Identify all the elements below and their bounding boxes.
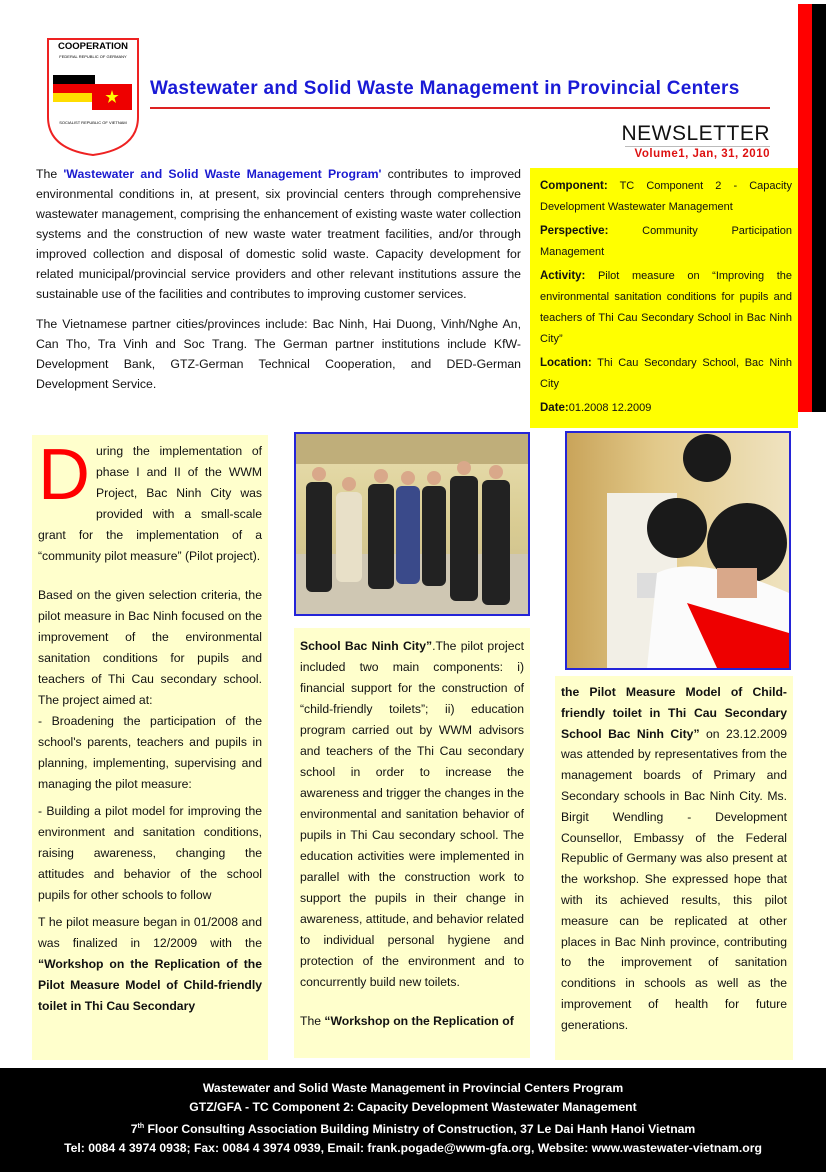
fact-value: TC Component 2 - Capacity Development Wastewater Management: [540, 180, 792, 213]
newsletter-divider: [625, 146, 770, 147]
fact-label: Activity:: [540, 270, 586, 282]
fact-value: Thi Cau Secondary School, Bac Ninh City: [540, 357, 792, 390]
paragraph: [561, 682, 787, 1036]
footer-contact-line: Tel: 0084 4 3974 0938; Fax: 0084 4 3974 0939, Email: frank.pogade@wwm-gfa.org, Website: www.wastewater-vietnam.org: [64, 1141, 762, 1156]
cooperation-logo: [46, 37, 140, 157]
intro-paragraph-1: [36, 164, 521, 304]
paragraph: [38, 912, 262, 1017]
paragraph: [38, 435, 262, 567]
fact-value: 01.2008 12.2009: [568, 402, 652, 414]
footer-component: GTZ/GFA - TC Component 2: Capacity Development Wastewater Management: [189, 1100, 637, 1114]
footer-address: [0, 1117, 826, 1139]
bullet: - Broadening the participation of the school's parents, teachers and pupils in planning, implementing, supervising and managing the pilot measure:: [38, 714, 262, 791]
intro-text: [36, 164, 521, 404]
text: on 23.12.2009 was attended by representatives from the management boards of Primary and Secondary schools in Bac Ninh City. Ms. Birgit Wendling - Development Counsellor, Embassy of the Federal Republic of Germany was also present at the workshop. She expressed hope that with its achieved results, this pilot measure can be replicated at other places in Bac Ninh province, contributing to the improvement of sanitation conditions in schools as well as the improvement of health for future generations.: [561, 726, 788, 1032]
text: .The pilot project included two main components: i) financial support for the construction of “child-friendly toilets”; ii) education program carried out by WWM advisors and teachers of the Thi Cau secondary school in order to increase the awareness and trigger the changes in the environmental and sanitation behavior of pupils in Thi Cau secondary school. The education activities were implemented in parallel with the construction work to support the pupils in their change in awareness, attitude, and behavior related to individual personal hygiene and protection of the environment and to concurrently build new toilets.: [300, 639, 524, 989]
svg-text:FEDERAL REPUBLIC OF GERMANY: FEDERAL REPUBLIC OF GERMANY: [59, 54, 127, 59]
paragraph: [300, 1011, 524, 1032]
footer-contact: [0, 1068, 826, 1172]
fact-perspective: [540, 221, 792, 263]
text: Floor Consulting Association Building Ministry of Construction, 37 Le Dai Hanh Hanoi Vietnam: [144, 1122, 696, 1137]
workshop-title: “Workshop on the Replication of the Pilot Measure Model of Child-friendly toilet in Thi Cau Secondary: [38, 957, 262, 1013]
bullet: - Building a pilot model for improving the environment and sanitation conditions, raising awareness, changing the attitudes and behavior of the school pupils for other schools to follow: [38, 804, 262, 902]
article-column-1: [32, 435, 268, 1060]
drop-cap: D: [38, 435, 90, 515]
intro-paragraph-2: The Vietnamese partner cities/provinces include: Bac Ninh, Hai Duong, Vinh/Nghe An, Can Tho, Tra Vinh and Soc Trang. The German partner institutions include KfW-Development Bank, GTZ-German Technical Cooperation, and DED-German Development Service.: [36, 317, 521, 391]
fact-date: [540, 398, 792, 419]
text: th: [137, 1123, 145, 1130]
text: T he pilot measure began in 01/2008 and was finalized in 12/2009 with the: [38, 915, 262, 950]
newsletter-label: NEWSLETTER: [621, 122, 770, 145]
flag-stripe-black: [812, 4, 826, 412]
text: The: [300, 1014, 325, 1028]
text: uring the implementation of phase I and II of the WWM Project, Bac Ninh City was provided with a small-scale grant for the implementation of a “community pilot measure” (Pilot project).: [38, 444, 262, 563]
text: The: [36, 167, 64, 181]
fact-component: [540, 176, 792, 218]
text: contributes to improved environmental conditions in, at present, six provincial centers through comprehensive wastewater management, comprising the enhancement of existing waste water collection systems and the construction of new waste water treatment facilities, and/or through improved collection and disposal of domestic solid waste. Capacity development for related municipal/provincial service providers and other relevant institutions assure the sustainable use of the facilities and contributes to improving customer services.: [36, 167, 521, 301]
fact-location: [540, 353, 792, 395]
fact-value: Pilot measure on “Improving the environmental sanitation conditions for pupils and teachers of Thi Cau Secondary School in Bac Ninh City”: [540, 270, 792, 345]
article-column-3: [555, 676, 793, 1060]
title-divider: [150, 107, 770, 109]
volume-date: Volume1, Jan, 31, 2010: [634, 148, 770, 160]
fact-label: Perspective:: [540, 225, 609, 237]
footer-program: Wastewater and Solid Waste Management in Provincial Centers Program: [202, 1081, 624, 1095]
svg-text:SOCIALIST REPUBLIC OF VIETNAM: SOCIALIST REPUBLIC OF VIETNAM: [59, 120, 127, 125]
workshop-title: the Pilot Measure Model of Child-friendly toilet in Thi Cau Secondary School Bac Ninh City”: [561, 685, 787, 741]
fact-label: Component:: [540, 180, 608, 192]
flag-stripe-red: [798, 4, 812, 412]
group-photo-image: [296, 434, 528, 614]
fact-label: Location:: [540, 357, 592, 369]
text: 7: [130, 1122, 138, 1137]
fact-value: Community Participation Management: [540, 225, 792, 258]
fact-label: Date:: [540, 402, 569, 414]
workshop-title: School Bac Ninh City”: [300, 639, 433, 653]
program-name: 'Wastewater and Solid Waste Management Program': [63, 167, 382, 181]
paragraph: Based on the given selection criteria, the pilot measure in Bac Ninh focused on the improvement of the environmental sanitation conditions for pupils and teachers of Thi Cau secondary school. The project aimed at:: [38, 588, 262, 707]
svg-text:COOPERATION: COOPERATION: [57, 41, 129, 52]
handwashing-photo-image: [567, 433, 789, 668]
project-facts-box: [530, 168, 798, 428]
handwashing-photo: [565, 431, 791, 670]
article-column-2: [294, 628, 530, 1058]
program-title: Wastewater and Solid Waste Management in Provincial Centers: [150, 78, 740, 99]
fact-activity: [540, 266, 792, 350]
group-photo: [294, 432, 530, 616]
paragraph: [300, 636, 524, 993]
workshop-title: “Workshop on the Replication of: [324, 1014, 514, 1028]
